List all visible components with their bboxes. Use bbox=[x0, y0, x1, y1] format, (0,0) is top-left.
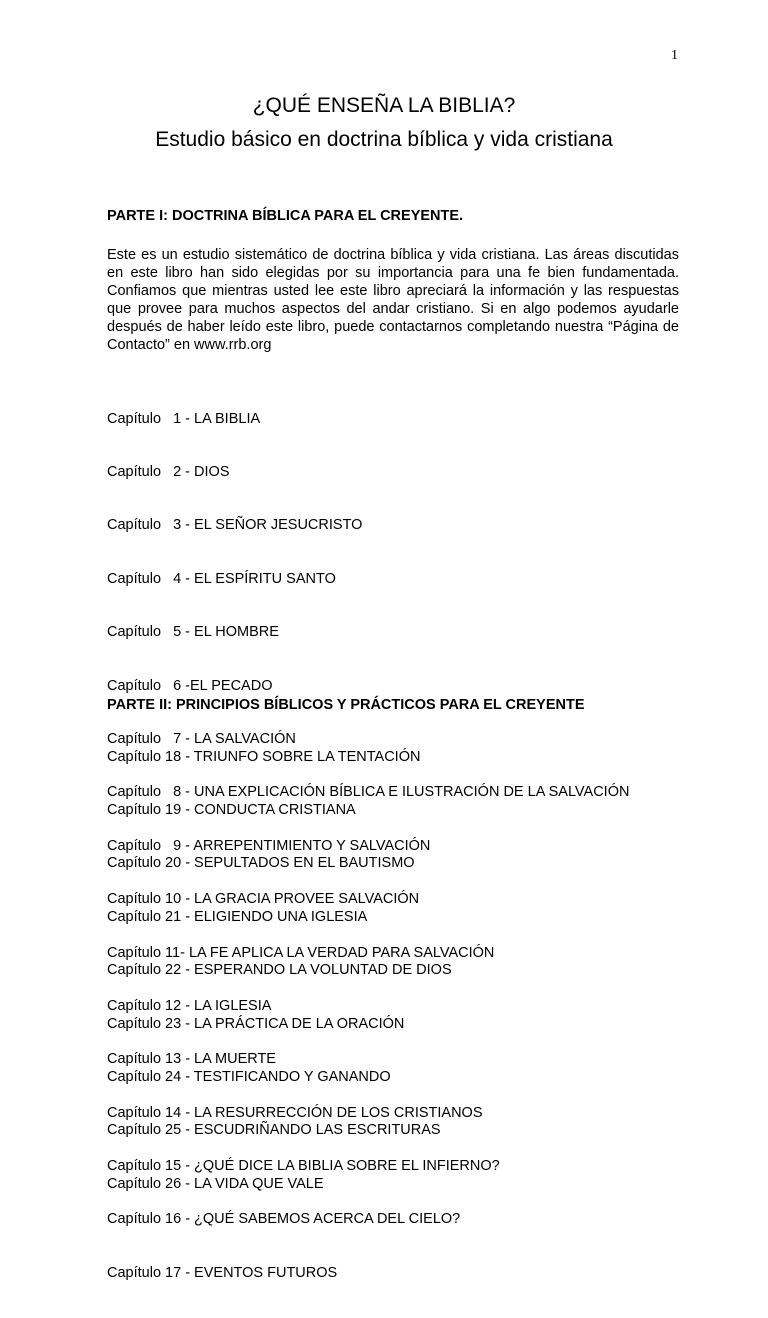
chapter-item: Capítulo 14 - LA RESURRECCIÓN DE LOS CRISTIANOS bbox=[107, 1104, 483, 1121]
chapter-item: Capítulo 18 - TRIUNFO SOBRE LA TENTACIÓN bbox=[107, 748, 421, 765]
chapter-item: Capítulo 20 - SEPULTADOS EN EL BAUTISMO bbox=[107, 855, 415, 872]
chapter-item: Capítulo 17 - EVENTOS FUTUROS bbox=[107, 1264, 338, 1281]
chapter-item: Capítulo 5 - EL HOMBRE bbox=[107, 624, 279, 641]
chapter-item: Capítulo 11- LA FE APLICA LA VERDAD PARA SALVACIÓN bbox=[107, 944, 495, 961]
chapter-item: Capítulo 9 - ARREPENTIMIENTO Y SALVACIÓN bbox=[107, 837, 431, 854]
chapter-item: Capítulo 16 - ¿QUÉ SABEMOS ACERCA DEL CIELO? bbox=[107, 1211, 461, 1228]
part2-heading: PARTE II: PRINCIPIOS BÍBLICOS Y PRÁCTICOS PARA EL CREYENTE bbox=[107, 697, 585, 713]
page-subtitle: Estudio básico en doctrina bíblica y vida cristiana bbox=[155, 128, 613, 151]
part2-chapter-list bbox=[107, 713, 707, 1229]
chapter-item: Capítulo 23 - LA PRÁCTICA DE LA ORACIÓN bbox=[107, 1015, 405, 1032]
chapter-item: Capítulo 6 -EL PECADO bbox=[107, 677, 273, 694]
chapter-item: Capítulo 25 - ESCUDRIÑANDO LAS ESCRITURAS bbox=[107, 1122, 441, 1139]
chapter-item: Capítulo 22 - ESPERANDO LA VOLUNTAD DE DIOS bbox=[107, 962, 452, 979]
chapter-item: Capítulo 19 - CONDUCTA CRISTIANA bbox=[107, 801, 356, 818]
chapter-item: Capítulo 4 - EL ESPÍRITU SANTO bbox=[107, 570, 336, 587]
page-title: ¿QUÉ ENSEÑA LA BIBLIA? bbox=[252, 94, 516, 117]
chapter-item: Capítulo 13 - LA MUERTE bbox=[107, 1051, 276, 1068]
page-number: 1 bbox=[671, 48, 678, 63]
chapter-item: Capítulo 3 - EL SEÑOR JESUCRISTO bbox=[107, 517, 363, 534]
chapter-item: Capítulo 21 - ELIGIENDO UNA IGLESIA bbox=[107, 908, 368, 925]
chapter-item: Capítulo 1 - LA BIBLIA bbox=[107, 410, 261, 427]
intro-paragraph: Este es un estudio sistemático de doctrina bíblica y vida cristiana. Las áreas discutidas en este libro han sido elegidas por su importancia para una fe bien fundamentada. Confiamos que mientras usted lee este libro apreciará la información y las respuestas que provee para muchos aspectos del andar cristiano. Si en algo podemos ayudarle después de haber leído este libro, puede contactarnos completando nuestra “Página de Contacto” en www.rrb.org bbox=[107, 247, 679, 353]
chapter-item: Capítulo 8 - UNA EXPLICACIÓN BÍBLICA E ILUSTRACIÓN DE LA SALVACIÓN bbox=[107, 784, 630, 801]
chapter-item: Capítulo 10 - LA GRACIA PROVEE SALVACIÓN bbox=[107, 891, 420, 908]
chapter-item: Capítulo 26 - LA VIDA QUE VALE bbox=[107, 1175, 324, 1192]
chapter-item: Capítulo 15 - ¿QUÉ DICE LA BIBLIA SOBRE EL INFIERNO? bbox=[107, 1158, 500, 1175]
part1-heading: PARTE I: DOCTRINA BÍBLICA PARA EL CREYENTE. bbox=[107, 208, 464, 224]
chapter-item: Capítulo 24 - TESTIFICANDO Y GANANDO bbox=[107, 1068, 391, 1085]
chapter-item: Capítulo 12 - LA IGLESIA bbox=[107, 997, 272, 1014]
chapter-item: Capítulo 7 - LA SALVACIÓN bbox=[107, 730, 296, 747]
chapter-item: Capítulo 2 - DIOS bbox=[107, 463, 230, 480]
